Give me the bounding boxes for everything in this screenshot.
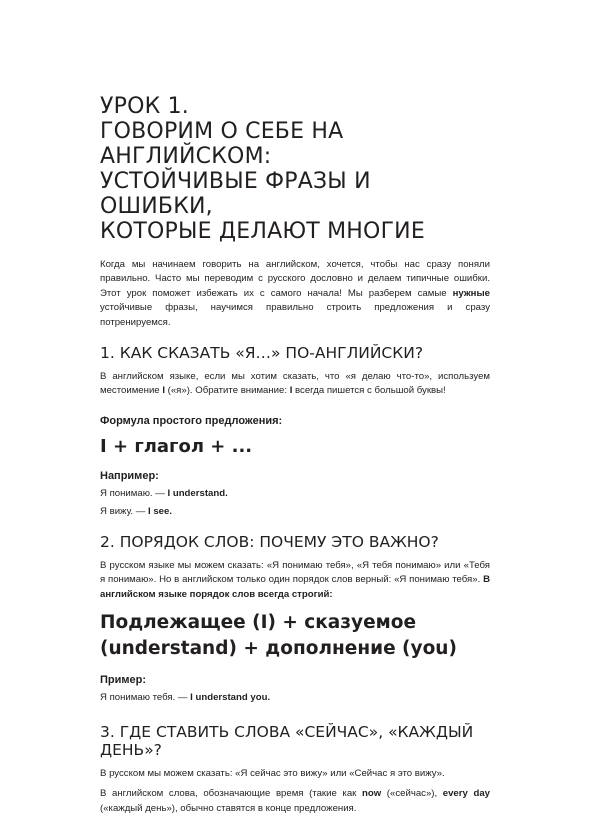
lesson-title [100,94,490,244]
lesson-title-line: УРОК 1. [100,94,189,119]
example-line: Я вижу. — I see. [100,505,173,517]
formula-line: (understand) + дополнение (you) [100,638,457,660]
intro-paragraph: Когда мы начинаем говорить на английском, хочется, чтобы нас сразу поняли правильно. Часто мы переводим с русского дословно и делаем типичные ошибки. Этот урок поможет избежать их с самого начала! Мы разберем самые нужные устойчивые фразы, научимся правильно строить предложения и сразу потренируемся. [100,259,490,328]
emphasis-text: нужные [452,287,490,299]
example-label: Например: [100,469,159,482]
formula [100,610,490,662]
section-paragraph: В русском мы можем сказать: «Я сейчас это вижу» или «Сейчас я это вижу». [100,768,445,780]
section-heading: 3. ГДЕ СТАВИТЬ СЛОВА «СЕЙЧАС», «КАЖДЫЙ ДЕНЬ»? [100,723,474,760]
example-line: Я понимаю тебя. — I understand you. [100,692,271,704]
document-page [100,94,490,816]
lesson-title-line: ГОВОРИМ О СЕБЕ НА АНГЛИЙСКОМ: [100,119,344,169]
lesson-title-line: КОТОРЫЕ ДЕЛАЮТ МНОГИЕ [100,219,425,244]
section-heading: 2. ПОРЯДОК СЛОВ: ПОЧЕМУ ЭТО ВАЖНО? [100,532,439,551]
formula-label: Формула простого предложения: [100,414,283,427]
section-paragraph: В русском языке мы можем сказать: «Я понимаю тебя», «Я тебя понимаю» или «Тебя я понимаю». Но в английском только один порядок слов верный: «Я понимаю тебя». В английском языке порядок слов всегда строгий: [100,559,490,600]
section-heading: 1. КАК СКАЗАТЬ «Я…» ПО-АНГЛИЙСКИ? [100,344,424,363]
example-line: Я понимаю. — I understand. [100,487,228,499]
formula-line: Подлежащее (I) + сказуемое [100,612,417,634]
lesson-title-line: УСТОЙЧИВЫЕ ФРАЗЫ И ОШИБКИ, [100,169,371,219]
example-label: Пример: [100,674,147,687]
section-paragraph: В английском слова, обозначающие время (такие как now («сейчас»), every day («каждый день»), обычно ставятся в конце предложения. [100,788,490,814]
section-paragraph: В английском языке, если мы хотим сказать, что «я делаю что-то», используем местоимение I («я»). Обратите внимание: I всегда пишется с большой буквы! [100,371,490,397]
formula: I + глагол + ... [100,435,253,457]
